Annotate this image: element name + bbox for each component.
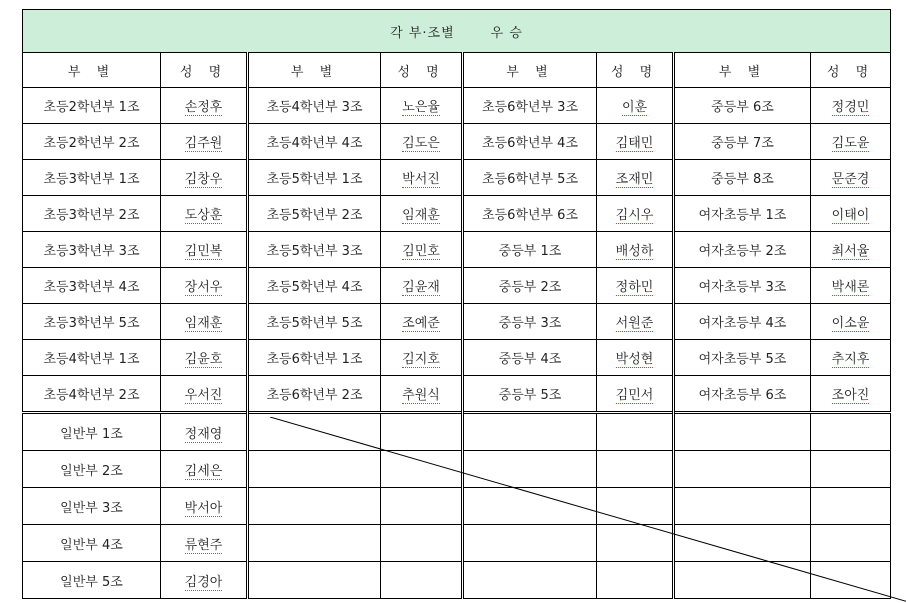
winner-name-cell bbox=[161, 268, 248, 304]
division-cell bbox=[674, 340, 811, 376]
winner-name-cell-text: 박서진 bbox=[402, 172, 440, 187]
empty-cell bbox=[463, 488, 597, 525]
division-cell-text: 초등5학년부 3조 bbox=[266, 244, 363, 259]
winner-name-cell bbox=[811, 376, 891, 413]
winner-name-cell bbox=[161, 451, 248, 488]
table-row bbox=[23, 196, 891, 232]
winner-name-cell-text: 박서아 bbox=[184, 500, 223, 516]
header-row bbox=[23, 53, 891, 88]
table-row bbox=[23, 376, 891, 413]
division-cell-text: 중등부 5조 bbox=[498, 388, 562, 403]
table-row bbox=[23, 562, 891, 599]
winner-name-cell bbox=[811, 232, 891, 268]
winner-name-cell bbox=[381, 196, 463, 232]
winner-name-cell-text: 배성하 bbox=[615, 244, 654, 259]
title-winner: 우 승 bbox=[490, 25, 523, 41]
division-cell bbox=[463, 88, 597, 124]
division-cell bbox=[463, 232, 597, 268]
division-cell-text: 여자초등부 6조 bbox=[698, 388, 787, 403]
division-cell-text: 일반부 1조 bbox=[60, 426, 123, 442]
header-division: 부 별 bbox=[463, 53, 597, 88]
empty-cell bbox=[674, 562, 811, 599]
winner-name-cell-text: 조아진 bbox=[831, 388, 870, 403]
winner-name-cell-text: 박새론 bbox=[831, 280, 870, 295]
empty-cell bbox=[463, 562, 597, 599]
division-cell bbox=[23, 88, 161, 124]
table-row bbox=[23, 124, 891, 160]
winner-name-cell-text: 김주원 bbox=[184, 136, 223, 151]
empty-cell bbox=[674, 451, 811, 488]
division-cell bbox=[23, 413, 161, 451]
winner-name-cell bbox=[161, 340, 248, 376]
division-cell bbox=[248, 88, 381, 124]
winner-name-cell bbox=[811, 88, 891, 124]
winner-name-cell bbox=[161, 88, 248, 124]
winner-name-cell bbox=[811, 160, 891, 196]
winner-name-cell bbox=[381, 232, 463, 268]
winner-name-cell-text: 류현주 bbox=[184, 537, 223, 553]
empty-cell bbox=[463, 451, 597, 488]
table-row bbox=[23, 451, 891, 488]
empty-cell bbox=[674, 525, 811, 562]
division-cell-text: 초등3학년부 5조 bbox=[43, 316, 140, 331]
empty-cell bbox=[381, 488, 463, 525]
empty-cell bbox=[248, 488, 381, 525]
division-cell-text: 초등4학년부 1조 bbox=[43, 352, 140, 367]
winner-name-cell-text: 정재영 bbox=[184, 426, 223, 442]
winner-name-cell-text: 김민서 bbox=[615, 388, 654, 403]
winner-name-cell-text: 이소윤 bbox=[831, 316, 870, 331]
table-title bbox=[23, 10, 891, 53]
header-division: 부 별 bbox=[248, 53, 381, 88]
division-cell bbox=[23, 488, 161, 525]
winner-name-cell bbox=[381, 376, 463, 413]
division-cell-text: 초등6학년부 2조 bbox=[266, 388, 363, 403]
table-row bbox=[23, 525, 891, 562]
winner-name-cell-text: 조예준 bbox=[402, 316, 440, 331]
winner-name-cell bbox=[161, 232, 248, 268]
empty-cell bbox=[381, 525, 463, 562]
winner-name-cell-text: 김윤재 bbox=[402, 280, 440, 295]
division-cell bbox=[23, 304, 161, 340]
division-cell-text: 여자초등부 5조 bbox=[698, 352, 787, 367]
division-cell-text: 중등부 1조 bbox=[498, 244, 562, 259]
division-cell-text: 초등3학년부 2조 bbox=[43, 208, 140, 223]
winner-name-cell bbox=[597, 304, 674, 340]
winner-name-cell-text: 이태이 bbox=[831, 208, 870, 223]
empty-cell bbox=[811, 488, 891, 525]
division-cell-text: 여자초등부 2조 bbox=[698, 244, 787, 259]
division-cell bbox=[463, 160, 597, 196]
winner-name-cell bbox=[161, 376, 248, 413]
winner-name-cell bbox=[161, 124, 248, 160]
division-cell-text: 여자초등부 1조 bbox=[698, 208, 787, 223]
winner-name-cell bbox=[811, 340, 891, 376]
winner-name-cell-text: 김시우 bbox=[615, 208, 654, 223]
winner-name-cell bbox=[597, 160, 674, 196]
division-cell bbox=[248, 304, 381, 340]
division-cell-text: 초등6학년부 5조 bbox=[481, 172, 579, 187]
winner-name-cell-text: 이훈 bbox=[621, 100, 648, 115]
division-cell-text: 초등5학년부 2조 bbox=[266, 208, 363, 223]
division-cell bbox=[463, 304, 597, 340]
division-cell-text: 초등3학년부 1조 bbox=[43, 172, 140, 187]
winner-name-cell-text: 정하민 bbox=[615, 280, 654, 295]
division-cell bbox=[23, 376, 161, 413]
winner-name-cell-text: 정경민 bbox=[831, 100, 870, 115]
winner-name-cell bbox=[597, 340, 674, 376]
winner-name-cell bbox=[161, 304, 248, 340]
division-cell-text: 중등부 4조 bbox=[498, 352, 562, 367]
winner-name-cell bbox=[161, 562, 248, 599]
division-cell-text: 초등2학년부 1조 bbox=[43, 100, 140, 115]
winner-name-cell-text: 김지호 bbox=[402, 352, 440, 367]
winner-name-cell bbox=[597, 196, 674, 232]
division-cell bbox=[23, 160, 161, 196]
winner-name-cell bbox=[597, 268, 674, 304]
empty-cell bbox=[597, 488, 674, 525]
winner-name-cell bbox=[381, 160, 463, 196]
winner-name-cell-text: 김민호 bbox=[402, 244, 440, 259]
division-cell bbox=[23, 451, 161, 488]
winner-name-cell-text: 우서진 bbox=[184, 388, 223, 403]
division-cell-text: 초등3학년부 4조 bbox=[43, 280, 140, 295]
empty-cell bbox=[381, 413, 463, 451]
empty-cell bbox=[381, 562, 463, 599]
empty-cell bbox=[811, 451, 891, 488]
table-row bbox=[23, 488, 891, 525]
division-cell bbox=[674, 304, 811, 340]
awards-sheet bbox=[22, 9, 890, 599]
winner-name-cell bbox=[381, 340, 463, 376]
division-cell bbox=[248, 160, 381, 196]
empty-cell bbox=[597, 562, 674, 599]
division-cell bbox=[463, 340, 597, 376]
division-cell bbox=[23, 124, 161, 160]
empty-cell bbox=[674, 488, 811, 525]
winner-name-cell bbox=[161, 525, 248, 562]
winner-name-cell bbox=[161, 488, 248, 525]
winner-name-cell-text: 노은율 bbox=[402, 100, 440, 115]
division-cell bbox=[23, 525, 161, 562]
division-cell bbox=[674, 160, 811, 196]
winner-name-cell-text: 도상훈 bbox=[184, 208, 223, 223]
winner-name-cell bbox=[811, 124, 891, 160]
table-row bbox=[23, 340, 891, 376]
winner-name-cell-text: 임재훈 bbox=[184, 316, 223, 331]
winner-name-cell bbox=[161, 196, 248, 232]
winner-name-cell bbox=[811, 304, 891, 340]
division-cell-text: 초등5학년부 1조 bbox=[266, 172, 363, 187]
division-cell-text: 일반부 3조 bbox=[60, 500, 123, 516]
division-cell-text: 초등5학년부 4조 bbox=[266, 280, 363, 295]
winner-name-cell bbox=[381, 304, 463, 340]
winner-name-cell-text: 손정후 bbox=[184, 100, 223, 115]
empty-cell bbox=[811, 562, 891, 599]
division-cell bbox=[674, 268, 811, 304]
winner-name-cell bbox=[381, 124, 463, 160]
division-cell bbox=[248, 196, 381, 232]
winner-name-cell bbox=[381, 268, 463, 304]
title-division: 각 부·조별 bbox=[390, 25, 455, 41]
division-cell bbox=[248, 268, 381, 304]
division-cell bbox=[674, 232, 811, 268]
table-row bbox=[23, 88, 891, 124]
header-name: 성 명 bbox=[811, 53, 891, 88]
division-cell bbox=[23, 562, 161, 599]
division-cell-text: 일반부 4조 bbox=[60, 537, 123, 553]
division-cell-text: 일반부 5조 bbox=[60, 574, 123, 590]
division-cell-text: 초등6학년부 4조 bbox=[481, 136, 579, 151]
header-name: 성 명 bbox=[597, 53, 674, 88]
winner-name-cell-text: 박성현 bbox=[615, 352, 654, 367]
empty-cell bbox=[597, 525, 674, 562]
winner-name-cell-text: 김창우 bbox=[184, 172, 223, 187]
division-cell-text: 초등4학년부 4조 bbox=[266, 136, 363, 151]
table-row bbox=[23, 304, 891, 340]
division-cell-text: 중등부 8조 bbox=[711, 172, 774, 187]
empty-cell bbox=[674, 413, 811, 451]
winner-name-cell-text: 조재민 bbox=[615, 172, 654, 187]
winner-name-cell-text: 임재훈 bbox=[402, 208, 440, 223]
winner-name-cell bbox=[597, 376, 674, 413]
division-cell bbox=[674, 376, 811, 413]
division-cell-text: 초등4학년부 3조 bbox=[266, 100, 363, 115]
division-cell bbox=[23, 340, 161, 376]
division-cell bbox=[248, 124, 381, 160]
winner-name-cell bbox=[597, 124, 674, 160]
division-cell bbox=[23, 196, 161, 232]
division-cell-text: 중등부 6조 bbox=[711, 100, 774, 115]
winner-name-cell-text: 김도윤 bbox=[831, 136, 870, 151]
division-cell-text: 중등부 7조 bbox=[711, 136, 774, 151]
table-row bbox=[23, 268, 891, 304]
division-cell bbox=[674, 88, 811, 124]
division-cell-text: 중등부 3조 bbox=[498, 316, 562, 331]
division-cell-text: 초등4학년부 2조 bbox=[43, 388, 140, 403]
table-row bbox=[23, 160, 891, 196]
table-row bbox=[23, 413, 891, 451]
division-cell-text: 초등6학년부 6조 bbox=[481, 208, 579, 223]
winner-name-cell-text: 장서우 bbox=[184, 280, 223, 295]
empty-cell bbox=[463, 413, 597, 451]
division-cell-text: 여자초등부 3조 bbox=[698, 280, 787, 295]
empty-cell bbox=[463, 525, 597, 562]
winner-name-cell bbox=[381, 88, 463, 124]
division-cell-text: 초등3학년부 3조 bbox=[43, 244, 140, 259]
empty-cell bbox=[597, 451, 674, 488]
winner-name-cell bbox=[161, 160, 248, 196]
division-cell-text: 초등6학년부 1조 bbox=[266, 352, 363, 367]
division-cell bbox=[463, 196, 597, 232]
empty-cell bbox=[597, 413, 674, 451]
winner-name-cell-text: 추지후 bbox=[831, 352, 870, 367]
winner-name-cell-text: 김민복 bbox=[184, 244, 223, 259]
empty-cell bbox=[248, 525, 381, 562]
division-cell bbox=[463, 376, 597, 413]
division-cell bbox=[463, 124, 597, 160]
division-cell bbox=[23, 232, 161, 268]
winner-name-cell-text: 김세은 bbox=[184, 463, 223, 479]
empty-cell bbox=[811, 525, 891, 562]
division-cell-text: 중등부 2조 bbox=[498, 280, 562, 295]
winner-name-cell bbox=[597, 232, 674, 268]
winner-name-cell-text: 추원식 bbox=[402, 388, 440, 403]
header-division: 부 별 bbox=[23, 53, 161, 88]
winner-name-cell bbox=[597, 88, 674, 124]
division-cell bbox=[463, 268, 597, 304]
division-cell bbox=[248, 376, 381, 413]
empty-cell bbox=[381, 451, 463, 488]
empty-cell bbox=[248, 413, 381, 451]
division-cell-text: 초등2학년부 2조 bbox=[43, 136, 140, 151]
winner-name-cell-text: 김경아 bbox=[184, 574, 223, 590]
division-cell bbox=[248, 232, 381, 268]
header-name: 성 명 bbox=[161, 53, 248, 88]
winner-name-cell-text: 최서율 bbox=[831, 244, 870, 259]
empty-cell bbox=[811, 413, 891, 451]
header-division: 부 별 bbox=[674, 53, 811, 88]
winner-name-cell-text: 김태민 bbox=[615, 136, 654, 151]
header-name: 성 명 bbox=[381, 53, 463, 88]
division-cell bbox=[23, 268, 161, 304]
winner-name-cell-text: 김도은 bbox=[402, 136, 440, 151]
winner-name-cell bbox=[811, 268, 891, 304]
division-cell-text: 여자초등부 4조 bbox=[698, 316, 787, 331]
empty-cell bbox=[248, 451, 381, 488]
division-cell-text: 일반부 2조 bbox=[60, 463, 123, 479]
winner-name-cell-text: 문준경 bbox=[831, 172, 870, 187]
winner-name-cell bbox=[811, 196, 891, 232]
division-cell bbox=[674, 196, 811, 232]
winner-name-cell bbox=[161, 413, 248, 451]
winner-name-cell-text: 서원준 bbox=[615, 316, 654, 331]
winner-name-cell-text: 김윤호 bbox=[184, 352, 223, 367]
division-cell-text: 초등5학년부 5조 bbox=[266, 316, 363, 331]
awards-table bbox=[22, 9, 891, 599]
division-cell-text: 초등6학년부 3조 bbox=[481, 100, 579, 115]
table-row bbox=[23, 232, 891, 268]
division-cell bbox=[674, 124, 811, 160]
empty-cell bbox=[248, 562, 381, 599]
division-cell bbox=[248, 340, 381, 376]
